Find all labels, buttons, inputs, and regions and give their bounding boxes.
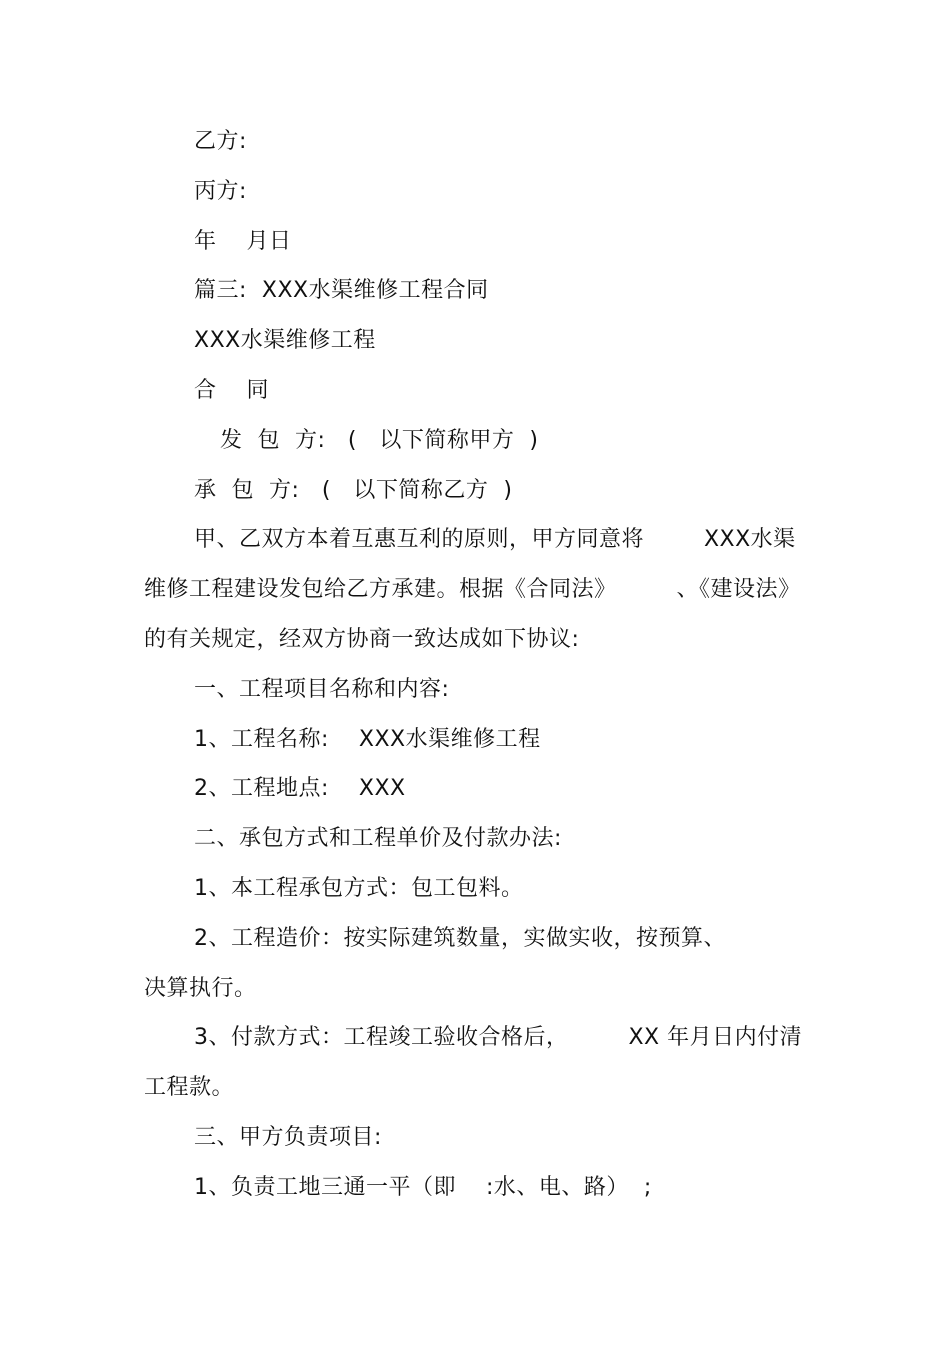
party-c-line: 丙方: — [194, 179, 247, 204]
project-title: XXX水渠维修工程 — [194, 328, 376, 353]
clause-item: 1、工程名称: XXX水渠维修工程 — [194, 727, 541, 752]
clause-item: 1、负责工地三通一平（即 :水、电、路） ; — [194, 1175, 652, 1200]
paragraph-line: 的有关规定，经双方协商一致达成如下协议: — [144, 627, 580, 652]
paragraph-line: 甲、乙双方本着互惠互利的原则，甲方同意将 XXX水渠 — [194, 527, 796, 552]
date-line: 年 月日 — [194, 229, 292, 254]
contract-title: 合 同 — [194, 378, 269, 403]
clause-heading: 二、承包方式和工程单价及付款办法: — [194, 826, 562, 851]
clause-item: 2、工程地点: XXX — [194, 776, 406, 801]
clause-heading: 三、甲方负责项目: — [194, 1125, 382, 1150]
clause-item-continuation: 决算执行。 — [144, 976, 257, 1001]
paragraph-line: 维修工程建设发包给乙方承建。根据《合同法》 、《建设法》 — [144, 577, 801, 602]
contractor-line: 承 包 方: ( 以下简称乙方 ) — [194, 478, 513, 503]
clause-heading: 一、工程项目名称和内容: — [194, 677, 450, 702]
clause-item-continuation: 工程款。 — [144, 1075, 235, 1100]
party-b-line: 乙方: — [194, 129, 247, 154]
clause-item: 1、本工程承包方式：包工包料。 — [194, 876, 524, 901]
clause-item: 3、付款方式：工程竣工验收合格后， XX 年月日内付清 — [194, 1025, 803, 1050]
employer-line: 发 包 方: ( 以下简称甲方 ) — [220, 428, 539, 453]
clause-item: 2、工程造价：按实际建筑数量，实做实收，按预算、 — [194, 926, 726, 951]
section-title: 篇三: XXX水渠维修工程合同 — [194, 278, 489, 303]
